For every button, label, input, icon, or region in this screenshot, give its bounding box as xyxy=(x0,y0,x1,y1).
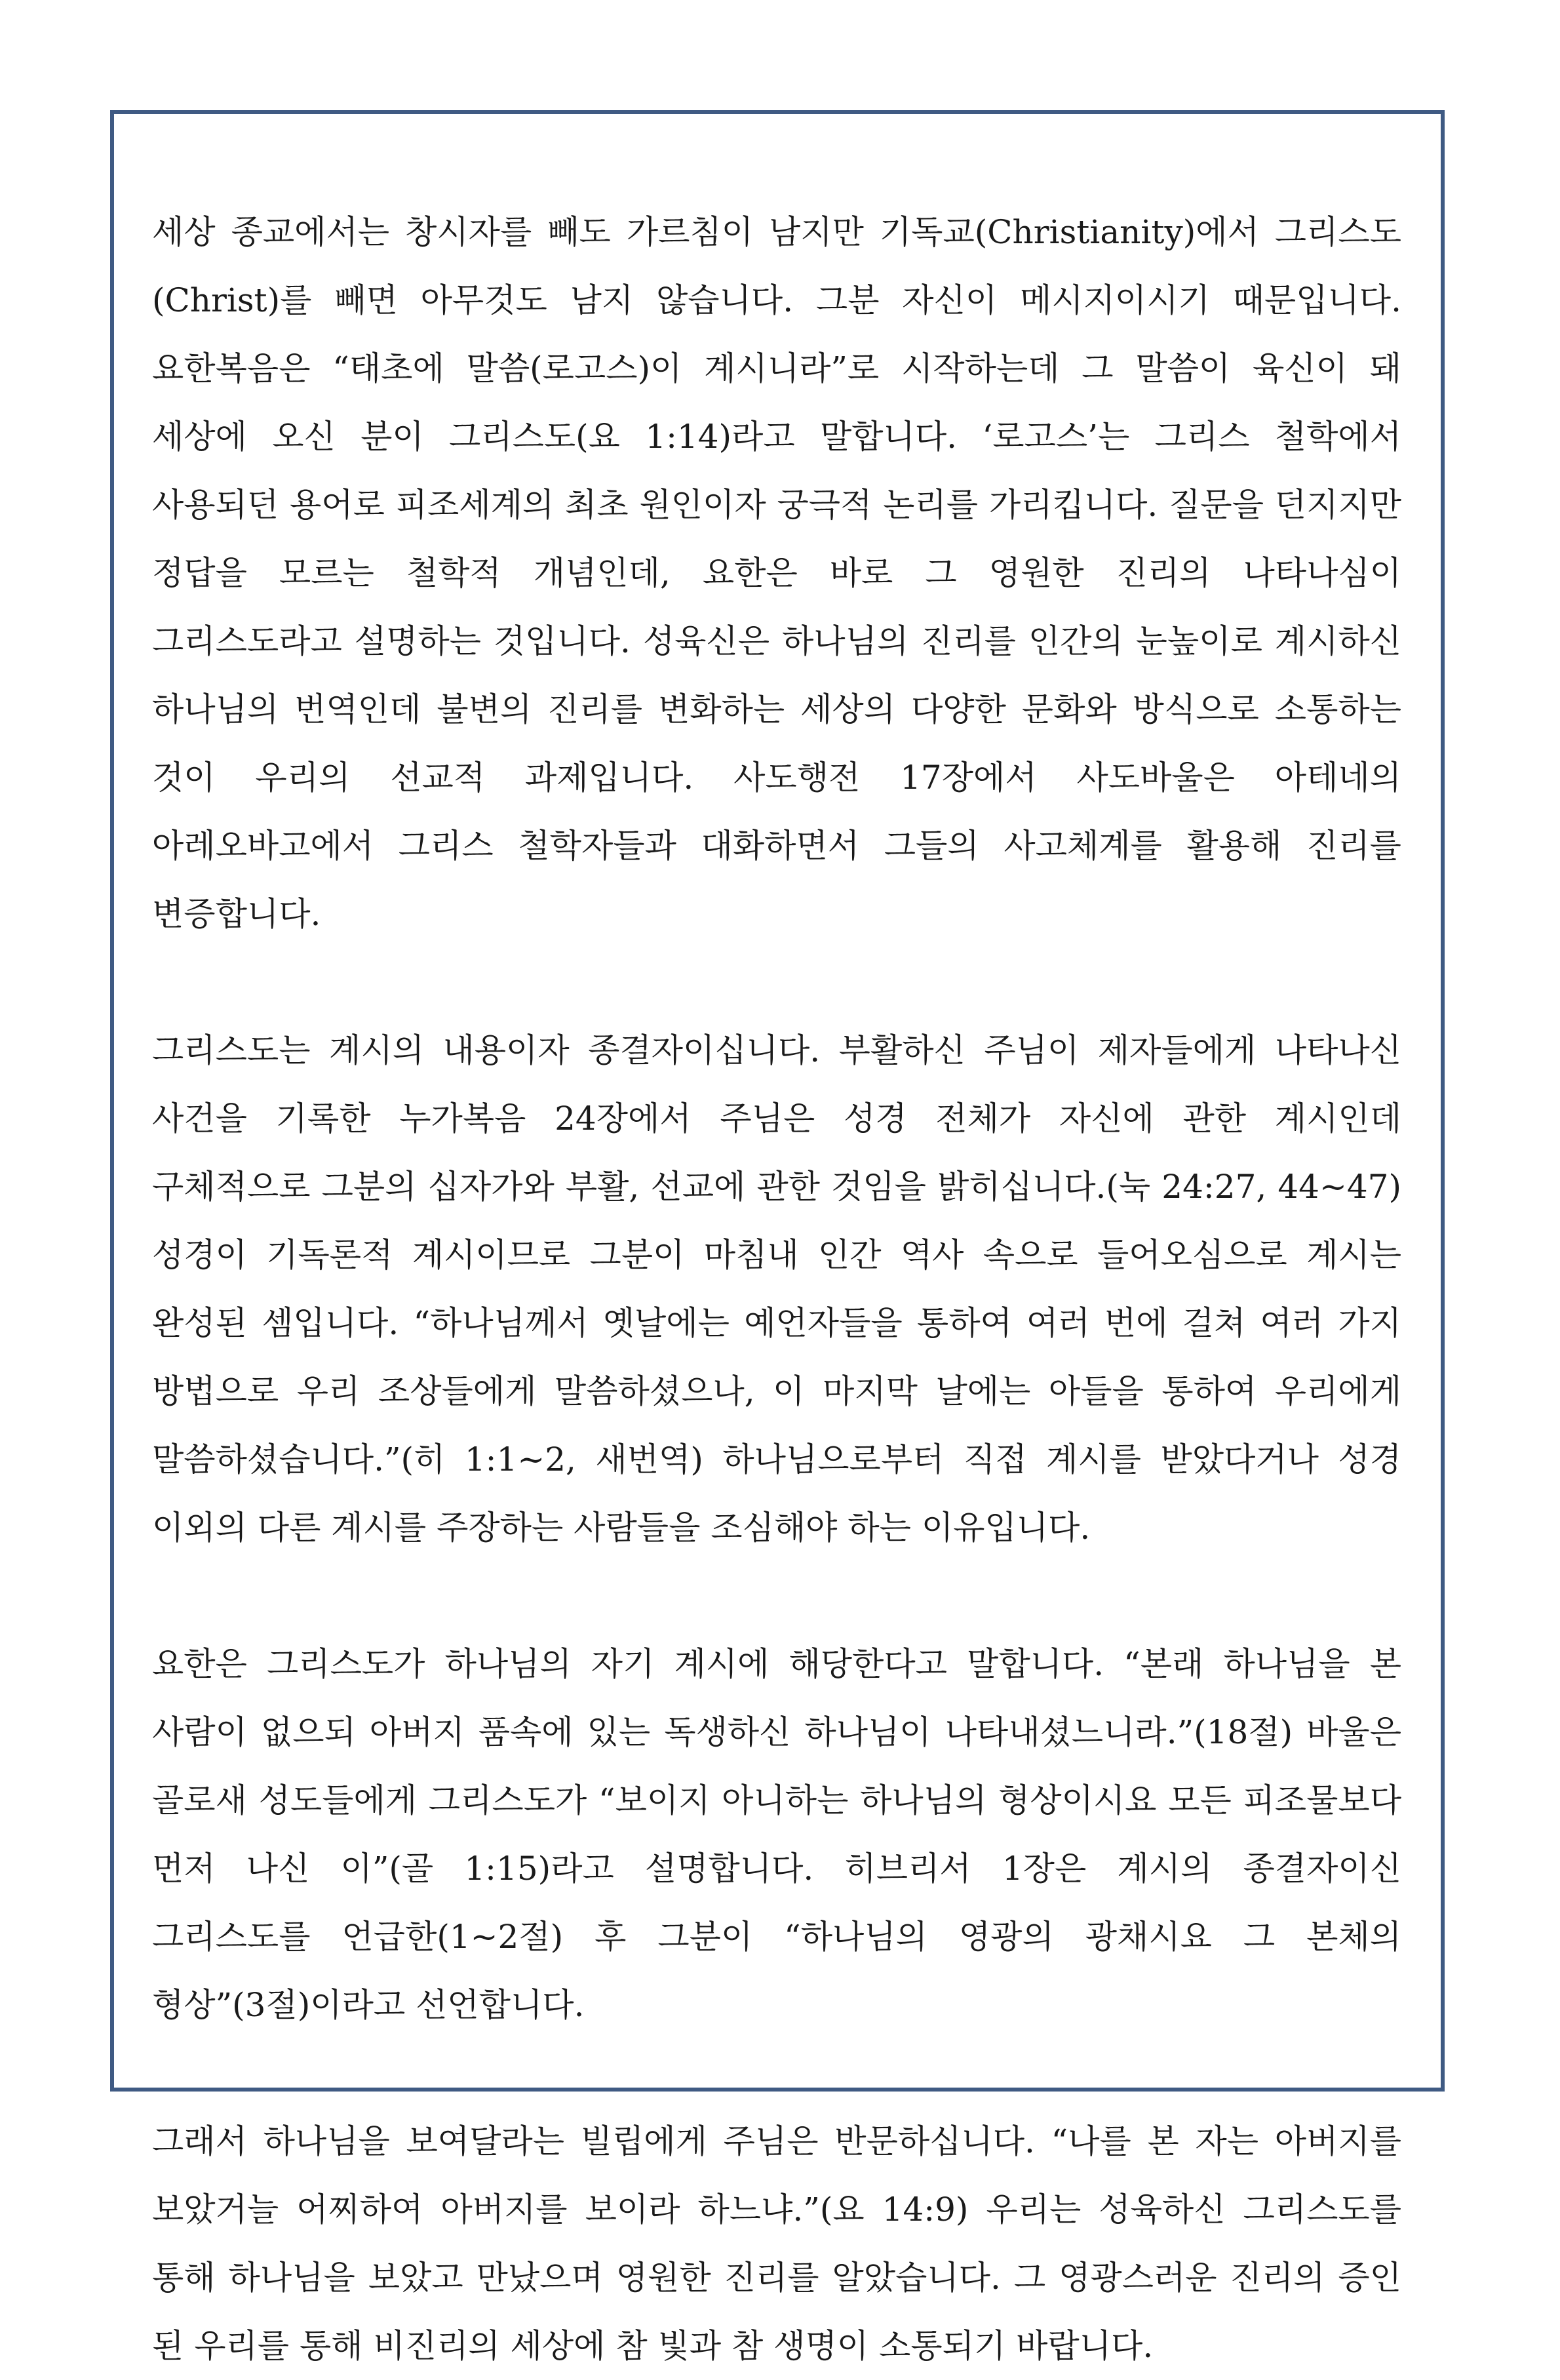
paragraph-3: 요한은 그리스도가 하나님의 자기 계시에 해당한다고 말합니다. “본래 하나님을 본 사람이 없으되 아버지 품속에 있는 독생하신 하나님이 나타내셨느니라.”(18절) 바울은 골로새 성도들에게 그리스도가 “보이지 아니하는 하나님의 형상이시요 모든 피조물보다 먼저 나신 이”(골 1:15)라고 설명합니다. 히브리서 1장은 계시의 종결자이신 그리스도를 언급한(1~2절) 후 그분이 “하나님의 영광의 광채시요 그 본체의 형상”(3절)이라고 선언합니다. xyxy=(152,1645,1401,2024)
paragraph-4: 그래서 하나님을 보여달라는 빌립에게 주님은 반문하십니다. “나를 본 자는 아버지를 보았거늘 어찌하여 아버지를 보이라 하느냐.”(요 14:9) 우리는 성육하신 그리스도를 통해 하나님을 보았고 만났으며 영원한 진리를 알았습니다. 그 영광스러운 진리의 증인 된 우리를 통해 비진리의 세상에 참 빛과 참 생명이 소통되기 바랍니다. xyxy=(152,2122,1401,2365)
paragraph-1: 세상 종교에서는 창시자를 빼도 가르침이 남지만 기독교(Christianity)에서 그리스도(Christ)를 빼면 아무것도 남지 않습니다. 그분 자신이 메시지이시기 때문입니다. 요한복음은 “태초에 말씀(로고스)이 계시니라”로 시작하는데 그 말씀이 육신이 돼 세상에 오신 분이 그리스도(요 1:14)라고 말합니다. ‘로고스’는 그리스 철학에서 사용되던 용어로 피조세계의 최초 원인이자 궁극적 논리를 가리킵니다. 질문을 던지지만 정답을 모르는 철학적 개념인데, 요한은 바로 그 영원한 진리의 나타나심이 그리스도라고 설명하는 것입니다. 성육신은 하나님의 진리를 인간의 눈높이로 계시하신 하나님의 번역인데 불변의 진리를 변화하는 세상의 다양한 문화와 방식으로 소통하는 것이 우리의 선교적 과제입니다. 사도행전 17장에서 사도바울은 아테네의 아레오바고에서 그리스 철학자들과 대화하면서 그들의 사고체계를 활용해 진리를 변증합니다. xyxy=(152,213,1401,933)
paragraph-2: 그리스도는 계시의 내용이자 종결자이십니다. 부활하신 주님이 제자들에게 나타나신 사건을 기록한 누가복음 24장에서 주님은 성경 전체가 자신에 관한 계시인데 구체적으로 그분의 십자가와 부활, 선교에 관한 것임을 밝히십니다.(눅 24:27, 44~47) 성경이 기독론적 계시이므로 그분이 마침내 인간 역사 속으로 들어오심으로 계시는 완성된 셈입니다. “하나님께서 옛날에는 예언자들을 통하여 여러 번에 걸쳐 여러 가지 방법으로 우리 조상들에게 말씀하셨으나, 이 마지막 날에는 아들을 통하여 우리에게 말씀하셨습니다.”(히 1:1~2, 새번역) 하나님으로부터 직접 계시를 받았다거나 성경 이외의 다른 계시를 주장하는 사람들을 조심해야 하는 이유입니다. xyxy=(152,1031,1401,1547)
page-frame xyxy=(110,110,1445,2365)
article-body xyxy=(152,198,1401,2380)
